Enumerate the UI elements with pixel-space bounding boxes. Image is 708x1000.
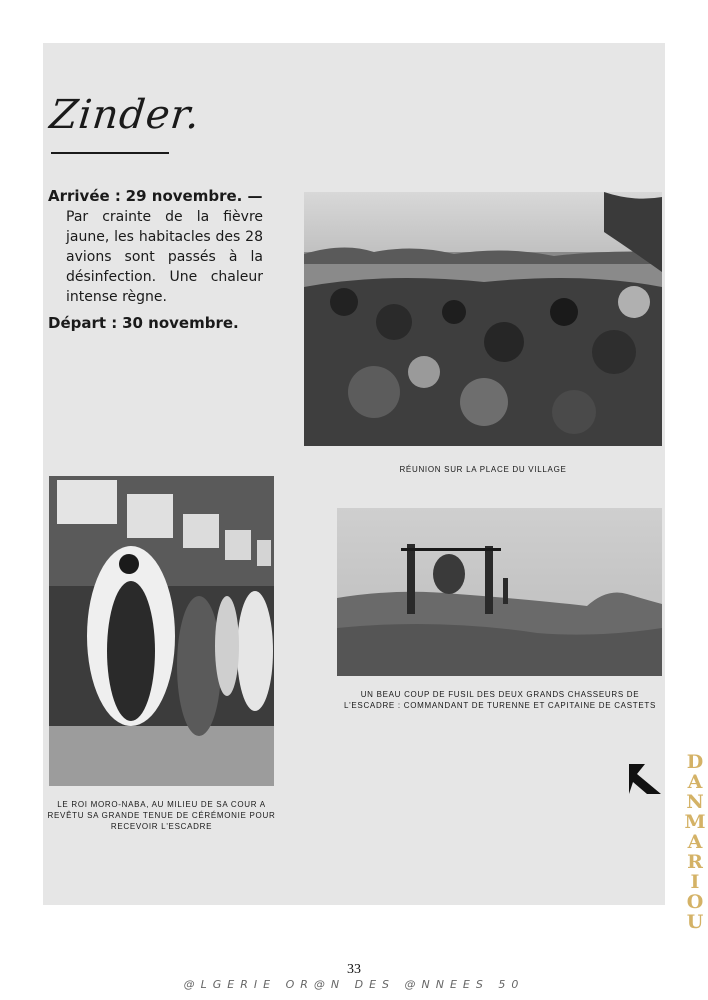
hunters-caption: UN BEAU COUP DE FUSIL DES DEUX GRANDS CHASSEURS DE L'ESCADRE : COMMANDANT DE TURENNE ET CAPITAINE DE CASTETS	[344, 690, 656, 710]
arrival-date: 29 novembre. —	[125, 187, 263, 205]
footer-text: @LGERIE OR@N DES @NNEES 50	[183, 978, 525, 991]
travel-info	[48, 186, 263, 334]
page-number: 33	[347, 962, 361, 977]
arrival-text: Par crainte de la fièvre jaune, les habitacles des 28 avions sont passés à la désinfection. Une chaleur intense règne.	[66, 209, 263, 305]
chief-photo	[49, 476, 274, 786]
village-photo	[304, 192, 662, 446]
page-title: Zinder.	[47, 92, 203, 138]
arrival-line	[48, 186, 263, 207]
arrival-label: Arrivée :	[48, 187, 121, 205]
village-caption: RÉUNION SUR LA PLACE DU VILLAGE	[399, 465, 567, 474]
departure-line	[48, 313, 263, 334]
title-underline	[51, 152, 169, 154]
watermark: DANMARIOU	[684, 751, 706, 933]
chief-caption: LE ROI MORO-NABA, AU MILIEU DE SA COUR A REVÊTU SA GRANDE TENUE DE CÉRÉMONIE POUR RECEVOIR L'ESCADRE	[47, 800, 276, 831]
hunters-photo	[337, 508, 662, 676]
departure-date: 30 novembre.	[122, 314, 239, 332]
arrow-icon	[625, 760, 663, 798]
departure-label: Départ :	[48, 314, 118, 332]
